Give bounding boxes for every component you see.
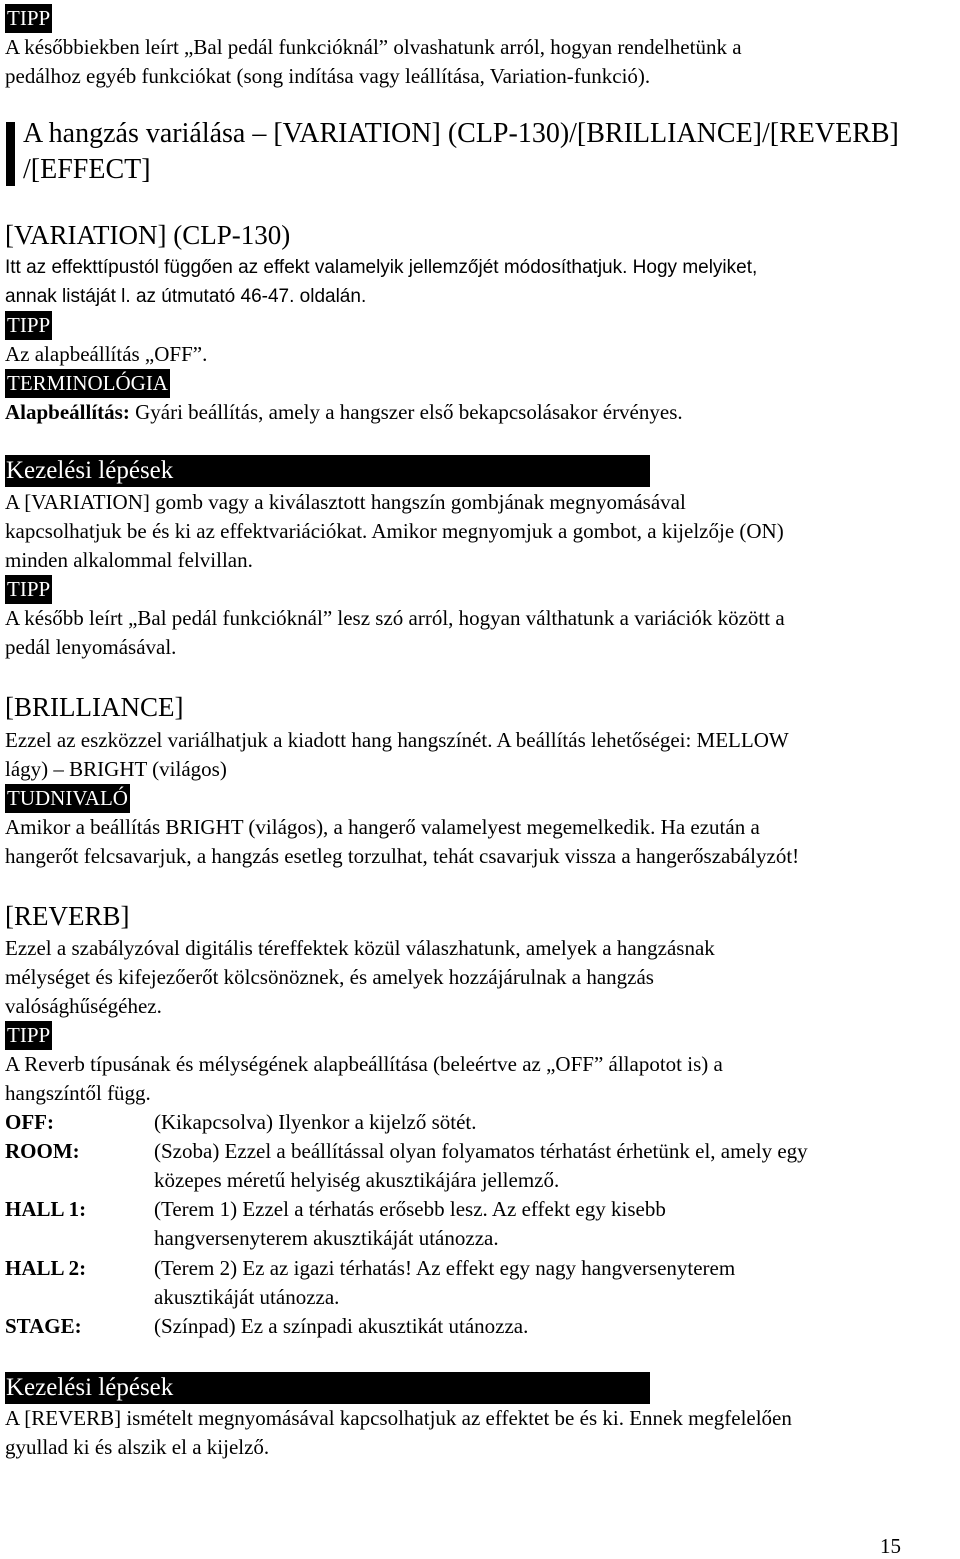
tip-label: TIPP <box>5 1021 52 1050</box>
tip-text-line: A Reverb típusának és mélységének alapbeállítása (beleértve az „OFF” állapotot is) a <box>5 1052 723 1076</box>
reverb-type-term: STAGE: <box>5 1314 82 1338</box>
body-line: valósághűségéhez. <box>5 994 162 1018</box>
body-line: Itt az effekttípustól függően az effekt valamelyik jellemzőjét módosíthatjuk. Hogy melyiket, <box>5 257 758 278</box>
page-number: 15 <box>880 1534 901 1558</box>
steps-header-bar: Kezelési lépések <box>5 1372 650 1404</box>
terminology-label: TERMINOLÓGIA <box>5 369 170 398</box>
note-line: Amikor a beállítás BRIGHT (világos), a hangerő valamelyest megemelkedik. Ha ezután a <box>5 815 760 839</box>
main-heading-line: /[EFFECT] <box>23 154 151 185</box>
tip-text-line: A későbbiekben leírt „Bal pedál funkcióknál” olvashatunk arról, hogyan rendelhetünk a <box>5 35 742 59</box>
section-title-reverb: [REVERB] <box>5 901 130 931</box>
body-line: Ezzel az eszközzel variálhatjuk a kiadott hang hangszínét. A beállítás lehetőségei: MELLOW <box>5 728 789 752</box>
terminology-line <box>5 398 683 427</box>
reverb-type-desc: (Terem 1) Ezzel a térhatás erősebb lesz. Az effekt egy kisebb <box>154 1197 666 1221</box>
reverb-type-term: HALL 1: <box>5 1197 87 1221</box>
reverb-type-term: HALL 2: <box>5 1256 87 1280</box>
steps-line: A [REVERB] ismételt megnyomásával kapcsolhatjuk az effektet be és ki. Ennek megfelelően <box>5 1406 792 1430</box>
reverb-type-desc: (Szoba) Ezzel a beállítással olyan folyamatos térhatást érhetünk el, amely egy <box>154 1139 808 1163</box>
body-line: lágy) – BRIGHT (világos) <box>5 757 227 781</box>
reverb-type-term: OFF: <box>5 1110 54 1134</box>
tip-label: TIPP <box>5 311 52 340</box>
tip-text-line: pedál lenyomásával. <box>5 635 177 659</box>
section-title-variation: [VARIATION] (CLP-130) <box>5 220 291 250</box>
steps-line: minden alkalommal felvillan. <box>5 548 253 572</box>
note-line: hangerőt felcsavarjuk, a hangzás esetleg torzulhat, tehát csavarjuk vissza a hangerőszabályzót! <box>5 844 800 868</box>
body-line: annak listáját l. az útmutató 46-47. oldalán. <box>5 286 367 307</box>
main-heading-line: A hangzás variálása – [VARIATION] (CLP-130)/[BRILLIANCE]/[REVERB] <box>23 118 899 149</box>
tip-text: Az alapbeállítás „OFF”. <box>5 342 208 366</box>
reverb-type-desc: (Kikapcsolva) Ilyenkor a kijelző sötét. <box>154 1110 477 1134</box>
note-label: TUDNIVALÓ <box>5 784 130 813</box>
section-title-brilliance: [BRILLIANCE] <box>5 692 184 722</box>
reverb-type-desc: közepes méretű helyiség akusztikájára jellemző. <box>154 1168 560 1192</box>
steps-line: A [VARIATION] gomb vagy a kiválasztott hangszín gombjának megnyomásával <box>5 490 686 514</box>
tip-label: TIPP <box>5 4 52 33</box>
steps-header-bar: Kezelési lépések <box>5 455 650 487</box>
terminology-term: Alapbeállítás: <box>5 400 130 424</box>
terminology-definition: Gyári beállítás, amely a hangszer első bekapcsolásakor érvényes. <box>129 400 683 424</box>
tip-text-line: hangszíntől függ. <box>5 1081 151 1105</box>
tip-text-line: pedálhoz egyéb funkciókat (song indítása vagy leállítása, Variation-funkció). <box>5 64 651 88</box>
body-line: Ezzel a szabályzóval digitális téreffektek közül válaszhatunk, amelyek a hangzásnak <box>5 936 715 960</box>
reverb-type-term: ROOM: <box>5 1139 80 1163</box>
heading-marker-bar <box>6 122 15 186</box>
body-line: mélységet és kifejezőerőt kölcsönöznek, és amelyek hozzájárulnak a hangzás <box>5 965 654 989</box>
steps-line: gyullad ki és alszik el a kijelző. <box>5 1435 270 1459</box>
tip-text-line: A később leírt „Bal pedál funkcióknál” lesz szó arról, hogyan válthatunk a variációk között a <box>5 606 785 630</box>
reverb-type-desc: (Színpad) Ez a színpadi akusztikát utánozza. <box>154 1314 529 1338</box>
reverb-type-desc: akusztikáját utánozza. <box>154 1285 340 1309</box>
reverb-type-desc: (Terem 2) Ez az igazi térhatás! Az effekt egy nagy hangversenyterem <box>154 1256 736 1280</box>
tip-label: TIPP <box>5 575 52 604</box>
reverb-type-desc: hangversenyterem akusztikáját utánozza. <box>154 1226 499 1250</box>
steps-line: kapcsolhatjuk be és ki az effektvariációkat. Amikor megnyomjuk a gombot, a kijelzője (ON) <box>5 519 784 543</box>
